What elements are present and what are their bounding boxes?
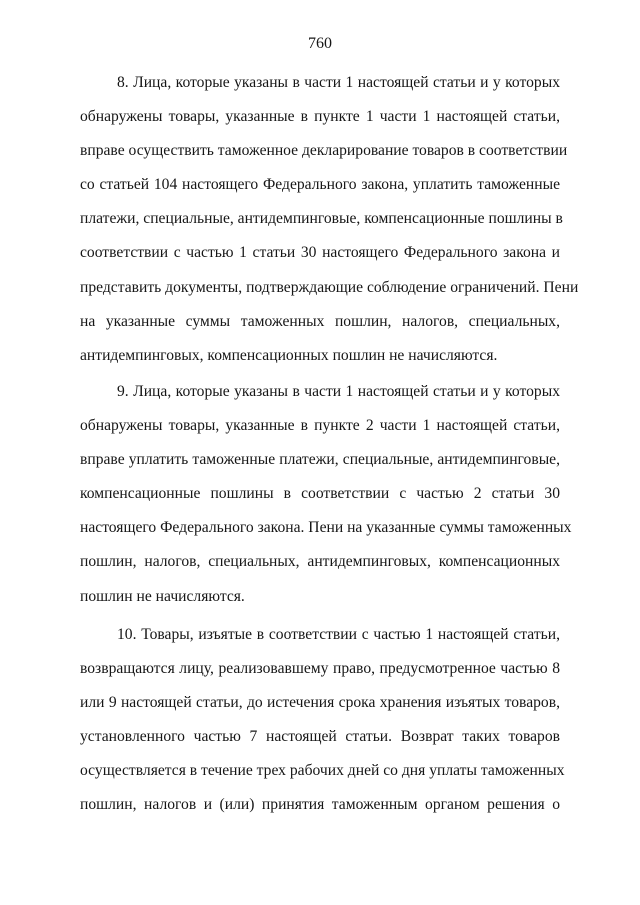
paragraph-9 bbox=[80, 375, 572, 614]
paragraph-8 bbox=[80, 66, 579, 373]
text-line: пошлин не начисляются. bbox=[80, 587, 245, 605]
text-line: соответствии с частью 1 статьи 30 настоящего Федерального закона и bbox=[80, 244, 560, 262]
text-line: вправе уплатить таможенные платежи, специальные, антидемпинговые, bbox=[80, 451, 560, 469]
text-line: компенсационные пошлины в соответствии с частью 2 статьи 30 bbox=[80, 485, 560, 503]
paragraph-10 bbox=[80, 618, 565, 823]
text-line: платежи, специальные, антидемпинговые, компенсационные пошлины в bbox=[80, 210, 563, 228]
text-line: обнаружены товары, указанные в пункте 2 части 1 настоящей статьи, bbox=[80, 417, 560, 435]
text-line: пошлин, налогов и (или) принятия таможенным органом решения о bbox=[80, 796, 560, 814]
text-line: антидемпинговых, компенсационных пошлин не начисляются. bbox=[80, 346, 498, 364]
text-line: представить документы, подтверждающие соблюдение ограничений. Пени bbox=[80, 278, 579, 296]
text-line: осуществляется в течение трех рабочих дней со дня уплаты таможенных bbox=[80, 762, 565, 780]
text-line: вправе осуществить таможенное декларирование товаров в соответствии bbox=[80, 142, 568, 160]
text-line: возвращаются лицу, реализовавшему право, предусмотренное частью 8 bbox=[80, 660, 560, 678]
text-line: или 9 настоящей статьи, до истечения срока хранения изъятых товаров, bbox=[80, 694, 560, 712]
text-line: 8. Лица, которые указаны в части 1 настоящей статьи и у которых bbox=[117, 74, 560, 91]
text-line: обнаружены товары, указанные в пункте 1 части 1 настоящей статьи, bbox=[80, 108, 560, 126]
page-number: 760 bbox=[308, 35, 332, 52]
text-line: со статьей 104 настоящего Федерального закона, уплатить таможенные bbox=[80, 176, 560, 194]
text-line: настоящего Федерального закона. Пени на указанные суммы таможенных bbox=[80, 519, 572, 537]
text-line: 10. Товары, изъятые в соответствии с частью 1 настоящей статьи, bbox=[117, 626, 560, 643]
text-line: 9. Лица, которые указаны в части 1 настоящей статьи и у которых bbox=[117, 383, 560, 400]
text-line: установленного частью 7 настоящей статьи. Возврат таких товаров bbox=[80, 728, 560, 746]
text-line: на указанные суммы таможенных пошлин, налогов, специальных, bbox=[80, 312, 560, 330]
text-line: пошлин, налогов, специальных, антидемпинговых, компенсационных bbox=[80, 553, 560, 571]
